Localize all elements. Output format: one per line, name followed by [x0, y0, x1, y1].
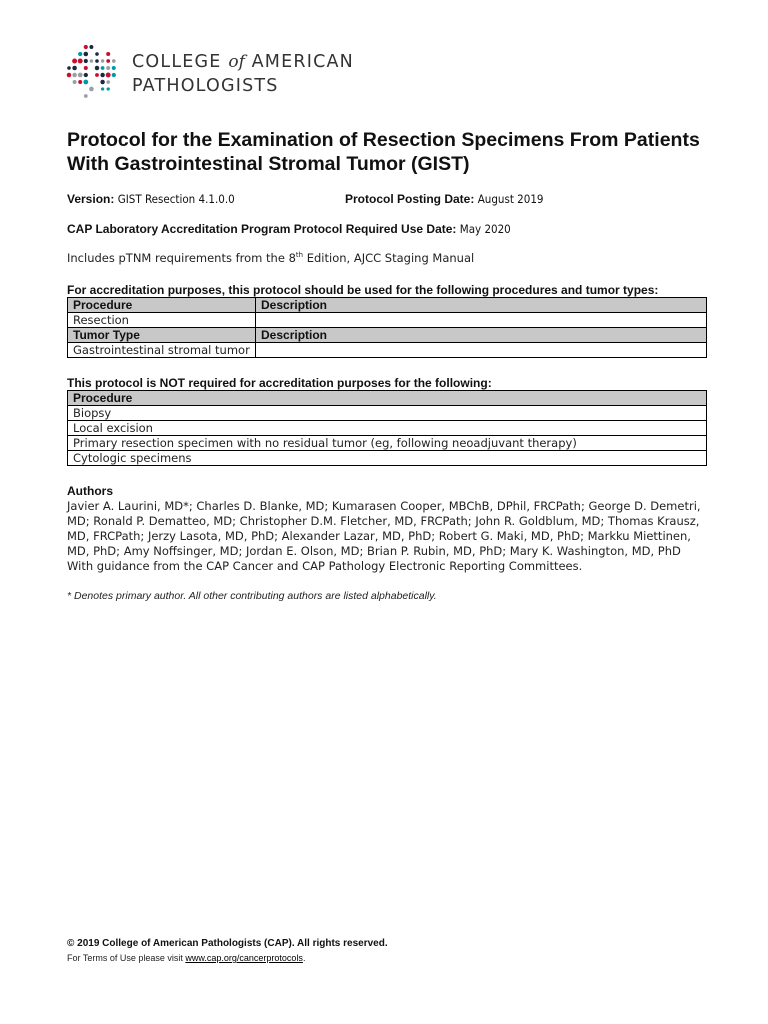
logo-dot — [67, 66, 71, 70]
cancer-protocols-link[interactable]: www.cap.org/cancerprotocols — [185, 953, 303, 963]
logo-dot — [100, 80, 104, 84]
logo-dot — [78, 59, 83, 64]
column-header-description: Description — [256, 298, 707, 313]
table-row — [68, 421, 707, 436]
not-required-section-title: This protocol is NOT required for accreditation purposes for the following: — [67, 376, 492, 390]
logo-dot — [90, 59, 94, 63]
table-header-row — [68, 298, 707, 313]
logo-dot — [95, 66, 99, 70]
logo-dot — [112, 66, 116, 70]
accreditation-table — [67, 297, 707, 358]
column-header-tumor-type: Tumor Type — [68, 328, 256, 343]
logo-dot — [112, 73, 116, 77]
table-row — [68, 343, 707, 358]
authors-list — [67, 499, 707, 574]
logo-dot — [72, 73, 77, 78]
procedure-cell: Resection — [68, 313, 256, 328]
logo-dot — [73, 80, 77, 84]
logo-dot — [106, 80, 110, 84]
logo-dot — [101, 59, 104, 62]
table-row — [68, 436, 707, 451]
logo-dot — [100, 73, 104, 77]
description-cell — [256, 313, 707, 328]
procedure-cell: Primary resection specimen with no residual tumor (eg, following neoadjuvant therapy) — [68, 436, 707, 451]
logo-dot — [107, 87, 110, 90]
accreditation-section-title: For accreditation purposes, this protocol should be used for the following procedures and tumor types: — [67, 283, 659, 297]
table-row — [68, 406, 707, 421]
table-header-row — [68, 391, 707, 406]
procedure-cell: Biopsy — [68, 406, 707, 421]
procedure-cell: Cytologic specimens — [68, 451, 707, 466]
table-header-row — [68, 328, 707, 343]
logo-dot — [78, 52, 82, 56]
logo-text-line1: COLLEGE of AMERICAN — [132, 52, 354, 72]
logo-dot — [84, 45, 88, 49]
logo-dot — [84, 66, 88, 70]
logo-dot — [106, 66, 110, 70]
logo-dot — [84, 94, 88, 98]
document-title: Protocol for the Examination of Resection Specimens From Patients With Gastrointestinal Stromal Tumor (GIST) — [67, 129, 700, 175]
logo-dot — [83, 52, 88, 57]
table-row — [68, 313, 707, 328]
primary-author-note: * Denotes primary author. All other contributing authors are listed alphabetically. — [67, 590, 437, 602]
logo-dot — [72, 59, 77, 64]
terms-of-use-line: For Terms of Use please visit www.cap.org/cancerprotocols. — [67, 953, 306, 963]
required-use-date-line: CAP Laboratory Accreditation Program Protocol Required Use Date: May 2020 — [67, 222, 511, 236]
copyright-notice: © 2019 College of American Pathologists (CAP). All rights reserved. — [67, 938, 388, 949]
logo-dot — [95, 52, 99, 56]
logo-dot — [106, 59, 110, 63]
authors-heading: Authors — [67, 484, 113, 498]
logo-dot — [112, 59, 116, 63]
logo-dot — [89, 45, 93, 49]
logo-dot — [95, 59, 99, 63]
logo-dot — [84, 59, 88, 63]
table-row — [68, 451, 707, 466]
logo-dot — [83, 80, 88, 85]
ptnm-note: Includes pTNM requirements from the 8th Edition, AJCC Staging Manual — [67, 251, 475, 265]
column-header-procedure: Procedure — [68, 391, 707, 406]
logo-text-line2: PATHOLOGISTS — [132, 76, 279, 96]
logo-dot — [84, 73, 88, 77]
column-header-description: Description — [256, 328, 707, 343]
not-required-table — [67, 390, 707, 466]
authors-names: Javier A. Laurini, MD*; Charles D. Blanke, MD; Kumarasen Cooper, MBChB, DPhil, FRCPath; George D. Demetri, MD; Ronald P. Dematteo, MD; Christopher D.M. Fletcher, MD, FRCPath; John R. Goldblum, MD; Thomas Krausz, MD, FRCPath; Jerzy Lasota, MD, PhD; Alexander Lazar, MD, PhD; Robert G. Maki, MD, PhD; Markku Miettinen, MD, PhD; Amy Noffsinger, MD; Jordan E. Olson, MD; Brian P. Rubin, MD, PhD; Mary K. Washington, MD, PhD — [67, 499, 701, 558]
procedure-cell: Local excision — [68, 421, 707, 436]
logo-dot — [72, 66, 77, 71]
tumor-type-cell: Gastrointestinal stromal tumor — [68, 343, 256, 358]
logo-dot — [89, 87, 94, 92]
logo-dot — [78, 73, 83, 78]
logo-dot — [67, 73, 72, 78]
description-cell — [256, 343, 707, 358]
cap-logo-dots-icon — [66, 44, 116, 100]
version-line: Version: GIST Resection 4.1.0.0 — [67, 192, 235, 206]
posting-date-line: Protocol Posting Date: August 2019 — [345, 192, 544, 206]
logo-dot — [95, 73, 99, 77]
logo-dot — [78, 80, 82, 84]
logo-dot — [106, 73, 111, 78]
column-header-procedure: Procedure — [68, 298, 256, 313]
logo-dot — [101, 87, 104, 90]
logo-dot — [101, 66, 105, 70]
authors-guidance: With guidance from the CAP Cancer and CAP Pathology Electronic Reporting Committees. — [67, 559, 583, 573]
logo-dot — [106, 52, 110, 56]
